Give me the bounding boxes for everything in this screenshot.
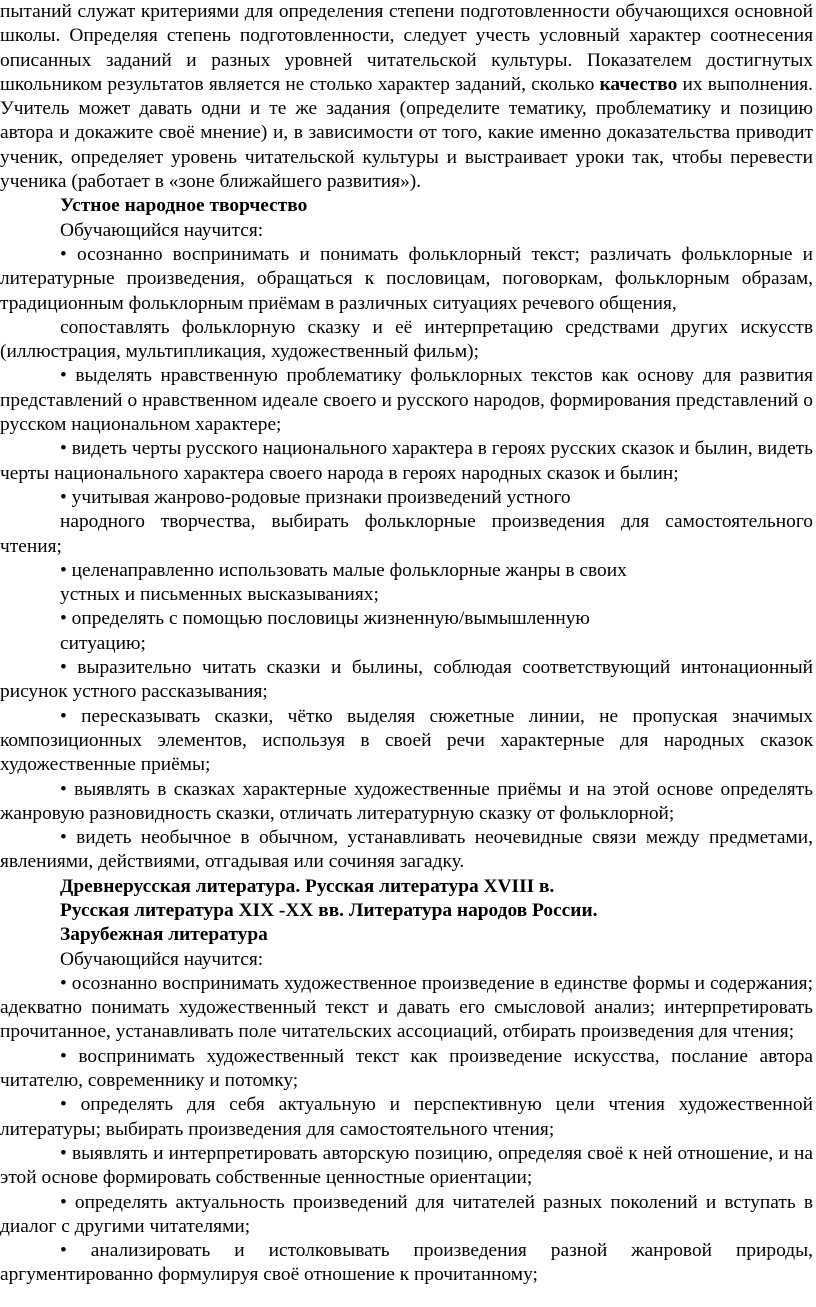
list-item: • определять с помощью пословицы жизненную/вымышленную — [60, 608, 590, 630]
list-item: • определять для себя актуальную и перспективную цели чтения художественной литературы; выбирать произведения для самостоятельного чтения; — [0, 1094, 813, 1140]
list-item: устных и письменных высказываниях; — [60, 584, 379, 606]
list-item: • целенаправленно использовать малые фольклорные жанры в своих — [60, 559, 627, 581]
intro-paragraph — [0, 0, 813, 194]
section2-heading-3: Зарубежная литература — [60, 924, 268, 946]
intro-bold-word: качество — [599, 73, 678, 95]
intro-text-2: их выполнения. Учитель может давать одни и те же задания (определите тематику, проблематику и позицию автора и докажите своё мнение) и, в зависимости от того, какие именно доказательства приводит ученик, определяет уровень читательской культуры и выстраивает уроки так, чтобы перевести ученика (работает в «зоне ближайшего развития»). — [0, 73, 813, 193]
section2-heading-1: Древнерусская литература. Русская литература XVIII в. — [60, 875, 555, 897]
list-item: • выявлять в сказках характерные художественные приёмы и на этой основе определять жанровую разновидность сказки, отличать литературную сказку от фольклорной; — [0, 778, 813, 824]
list-item: • видеть необычное в обычном, устанавливать неочевидные связи между предметами, явлениями, действиями, отгадывая или сочиняя загадку. — [0, 827, 813, 873]
list-item: • выделять нравственную проблематику фольклорных текстов как основу для развития представлений о нравственном идеале своего и русского народов, формирования представлений о русском национальном характере; — [0, 365, 813, 436]
list-item: • осознанно воспринимать художественное произведение в единстве формы и содержания; адекватно понимать художественный текст и давать его смысловой анализ; интерпретировать прочитанное, устанавливать поле читательских ассоциаций, отбирать произведения для чтения; — [0, 972, 813, 1043]
section1-heading: Устное народное творчество — [60, 195, 308, 217]
list-item: • пересказывать сказки, чётко выделяя сюжетные линии, не пропуская значимых композиционных элементов, используя в своей речи характерные для народных сказок художественные приёмы; — [0, 705, 813, 776]
section1-lead: Обучающийся научится: — [60, 219, 264, 241]
list-item: • выразительно читать сказки и былины, соблюдая соответствующий интонационный рисунок устного рассказывания; — [0, 657, 813, 703]
section2-heading-2: Русская литература XIX -XX вв. Литература народов России. — [60, 899, 598, 921]
list-item: народного творчества, выбирать фольклорные произведения для самостоятельного чтения; — [0, 511, 813, 557]
list-item: • учитывая жанрово-родовые признаки произведений устного — [60, 486, 571, 508]
list-item: • видеть черты русского национального характера в героях русских сказок и былин, видеть черты национального характера своего народа в героях народных сказок и былин; — [0, 438, 813, 484]
list-item: • воспринимать художественный текст как произведение искусства, послание автора читателю, современнику и потомку; — [0, 1045, 813, 1092]
list-item: • выявлять и интерпретировать авторскую позицию, определяя своё к ней отношение, и на этой основе формировать собственные ценностные ориентации; — [0, 1142, 813, 1189]
section2-lead: Обучающийся научится: — [60, 948, 264, 970]
intro-text-1: пытаний служат критериями для определения степени подготовленности обучающихся основной школы. Определяя степень подготовленности, следует учесть условный характер соотнесения описанных заданий и разных уровней читательской культуры. Показателем достигнутых школьником результатов является не столько характер заданий, сколько — [0, 1, 813, 95]
list-item: • анализировать и истолковывать произведения разной жанровой природы, аргументированно формулируя своё отношение к прочитанному; — [0, 1240, 813, 1286]
list-item: • определять актуальность произведений для читателей разных поколений и вступать в диалог с другими читателями; — [0, 1191, 813, 1237]
list-item: ситуацию; — [60, 632, 146, 654]
list-item: • осознанно воспринимать и понимать фольклорный текст; различать фольклорные и литературные произведения, обращаться к пословицам, поговоркам, фольклорным образам, традиционным фольклорным приёмам в различных ситуациях речевого общения, — [0, 243, 813, 314]
list-item: сопоставлять фольклорную сказку и её интерпретацию средствами других искусств (иллюстрация, мультипликация, художественный фильм); — [0, 316, 813, 363]
